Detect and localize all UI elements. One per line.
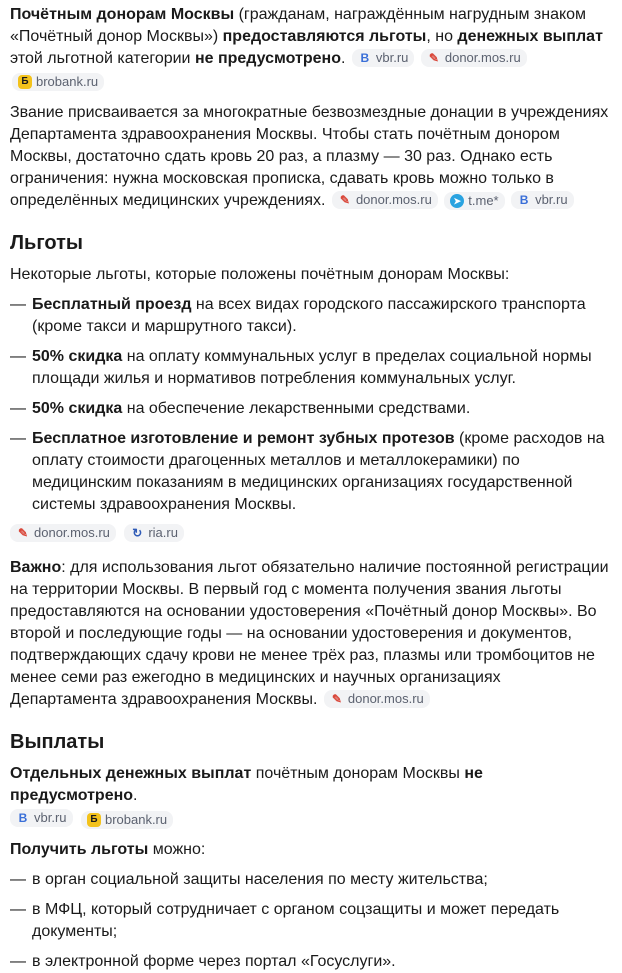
text: на всех видах городского пассажирского транспорта (кроме такси и маршрутного такси). — [32, 296, 586, 335]
dash-bullet: — — [10, 871, 26, 888]
donor-icon: ✎ — [339, 193, 350, 207]
source-chip-donor[interactable] — [10, 524, 116, 542]
intro-paragraph — [10, 4, 610, 92]
text: в орган социальной защиты населения по месту жительства; — [32, 871, 488, 888]
text: , но — [426, 28, 458, 45]
text: (гражданам, награждённым нагрудным знаком «Почётный донор Москвы») — [10, 6, 587, 45]
source-chip-donor[interactable] — [324, 690, 430, 708]
list-item — [10, 899, 610, 943]
payments-heading: Выплаты — [10, 731, 105, 753]
source-label: donor.mos.ru — [444, 50, 521, 65]
source-chip-donor[interactable] — [332, 191, 438, 209]
list-item — [10, 428, 610, 516]
dash-bullet: — — [10, 296, 26, 313]
dash-bullet: — — [10, 430, 26, 447]
bold-text: не предусмотрено — [10, 765, 483, 804]
text: Звание присваивается за многократные безвозмездные донации в учреждениях Департамента здравоохранения Москвы. Чтобы стать почётным донором Москвы, достаточно сдать кровь 20 раз, а плазму — 30 раз. Однако есть ограничения: нужна московская прописка, сдавать кровь можно только в определённых медицинских учреждениях. — [10, 104, 609, 209]
important-paragraph — [10, 557, 610, 711]
get-benefits-paragraph — [10, 839, 610, 861]
vbr-icon: В — [519, 193, 529, 207]
bold-text: 50% скидка — [32, 400, 123, 417]
bold-text: Бесплатный проезд — [32, 296, 192, 313]
source-chip-brobank[interactable] — [12, 73, 104, 91]
donor-icon: ✎ — [428, 51, 439, 65]
bold-text: предоставляются льготы — [222, 28, 427, 45]
list-item — [10, 346, 610, 390]
source-chip-ria[interactable] — [124, 524, 184, 542]
benefits-intro: Некоторые льготы, которые положены почётным донорам Москвы: — [10, 266, 510, 283]
list-item — [10, 951, 610, 973]
bold-text: денежных выплат — [457, 28, 603, 45]
list-item — [10, 398, 610, 420]
dash-bullet: — — [10, 901, 26, 918]
text: на оплату коммунальных услуг в пределах социальной нормы площади жилья и нормативов потребления коммунальных услуг. — [32, 348, 592, 387]
donor-icon: ✎ — [17, 526, 29, 540]
bold-text: 50% скидка — [32, 348, 123, 365]
bold-text: Важно — [10, 559, 62, 576]
source-label: ria.ru — [148, 525, 178, 540]
text: почётным донорам Москвы — [251, 765, 465, 782]
source-label: vbr.ru — [34, 810, 67, 825]
title-info-paragraph — [10, 102, 610, 212]
vbr-icon: В — [18, 811, 28, 825]
text: . — [133, 787, 138, 804]
benefits-heading: Льготы — [10, 232, 83, 254]
source-label: vbr.ru — [375, 50, 409, 65]
text: в электронной форме через портал «Госуслуги». — [32, 953, 396, 970]
brobank-icon: Б — [18, 75, 32, 89]
bold-text: не предусмотрено — [194, 50, 341, 67]
donor-icon: ✎ — [331, 692, 342, 706]
text: на обеспечение лекарственными средствами. — [122, 400, 471, 417]
source-label: donor.mos.ru — [34, 525, 110, 540]
bold-text: Почётным донорам Москвы — [10, 6, 235, 23]
bold-text: Получить льготы — [10, 841, 149, 858]
source-chip-vbr[interactable] — [10, 809, 73, 827]
text: (кроме расходов на оплату стоимости драгоценных металлов и металлокерамики) по медицинским показаниям в медицинских организациях государственной системы здравоохранения Москвы. — [32, 430, 605, 513]
dash-bullet: — — [10, 400, 26, 417]
bold-text: Бесплатное изготовление и ремонт зубных протезов — [32, 430, 455, 447]
source-chip-donor[interactable] — [421, 49, 527, 67]
text: . — [340, 50, 346, 67]
ria-icon: ↻ — [132, 526, 143, 540]
source-label: brobank.ru — [36, 74, 99, 89]
source-label: donor.mos.ru — [347, 691, 424, 706]
list-item — [10, 294, 610, 338]
vbr-icon: В — [360, 51, 370, 65]
dash-bullet: — — [10, 348, 26, 365]
get-benefits-list — [10, 869, 610, 973]
source-label: vbr.ru — [535, 192, 568, 207]
benefits-sources — [10, 524, 610, 543]
text: в МФЦ, который сотрудничает с органом соцзащиты и может передать документы; — [32, 901, 560, 940]
source-chip-tme[interactable] — [444, 192, 504, 210]
dash-bullet: — — [10, 953, 26, 970]
telegram-icon: ➤ — [450, 194, 464, 208]
brobank-icon: Б — [87, 813, 101, 827]
list-item — [10, 869, 610, 891]
payments-sources — [10, 809, 610, 829]
text: этой льготной категории — [10, 50, 195, 67]
benefits-list — [10, 294, 610, 516]
text: : для использования льгот обязательно наличие постоянной регистрации на территории Москвы. В первый год с момента получения звания льготы предоставляются на основании удостоверения «Почётный донор Москвы». Во второй и последующие годы — на основании удостоверения и документов, подтверждающих сдачу крови не менее трёх раз, плазмы или тромбоцитов не менее семи раз ежегодно в медицинских и научных организациях Департамента здравоохранения Москвы. — [10, 559, 609, 708]
source-label: donor.mos.ru — [355, 192, 432, 207]
source-chip-brobank[interactable] — [81, 811, 173, 829]
bold-text: Отдельных денежных выплат — [10, 765, 252, 782]
payments-paragraph — [10, 763, 610, 807]
source-chip-vbr[interactable] — [511, 191, 574, 209]
source-chip-vbr[interactable] — [352, 49, 415, 67]
text: можно: — [148, 841, 206, 858]
source-label: t.me* — [468, 193, 499, 208]
source-label: brobank.ru — [104, 812, 168, 827]
